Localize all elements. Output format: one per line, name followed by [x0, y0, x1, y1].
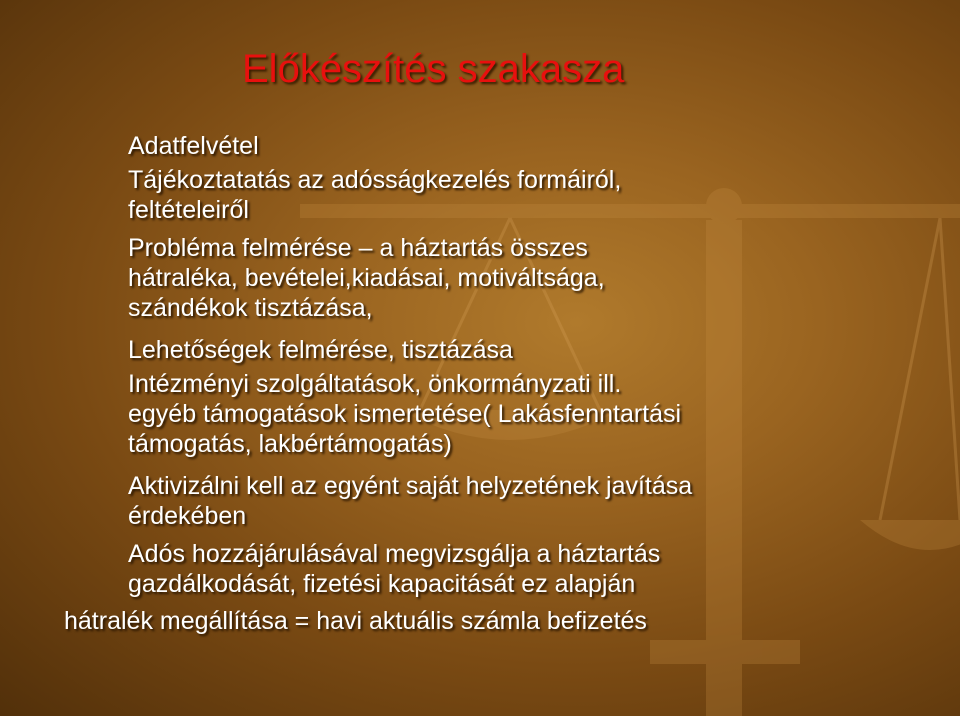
- bullet-line: Intézményi szolgáltatások, önkormányzati ill.: [128, 370, 622, 398]
- bullet-line: gazdálkodását, fizetési kapacitását ez alapján: [128, 570, 636, 598]
- bullet-line: hátraléka, bevételei,kiadásai, motiváltsága,: [128, 264, 605, 292]
- bullet-line: Aktivizálni kell az egyént saját helyzetének javítása: [128, 472, 693, 500]
- bullet-item: [128, 369, 681, 459]
- bullet-line: támogatás, lakbértámogatás): [128, 430, 452, 458]
- bullet-item: [128, 471, 692, 531]
- bullet-line: Probléma felmérése – a háztartás összes: [128, 234, 588, 262]
- bullet-line: szándékok tisztázása,: [128, 294, 373, 322]
- bullet-line: hátralék megállítása = havi aktuális számla befizetés: [64, 607, 647, 635]
- bullet-line: egyéb támogatások ismertetése( Lakásfenntartási: [128, 400, 682, 428]
- slide-title: Előkészítés szakasza: [242, 47, 625, 91]
- bullet-line: Lehetőségek felmérése, tisztázása: [128, 336, 513, 364]
- bullet-line: Adatfelvétel: [128, 132, 259, 160]
- bullet-item: [128, 233, 605, 323]
- bullet-line: Adós hozzájárulásával megvizsgálja a háztartás: [128, 540, 661, 568]
- bullet-item: [128, 335, 513, 365]
- bullet-item: [64, 606, 647, 636]
- bullet-line: érdekében: [128, 502, 247, 530]
- bullet-item: [128, 131, 259, 161]
- bullet-item: [128, 539, 660, 599]
- bullet-item: [128, 165, 621, 225]
- bullet-line: Tájékoztatatás az adósságkezelés formáiról,: [128, 166, 622, 194]
- bullet-line: feltételeiről: [128, 196, 249, 224]
